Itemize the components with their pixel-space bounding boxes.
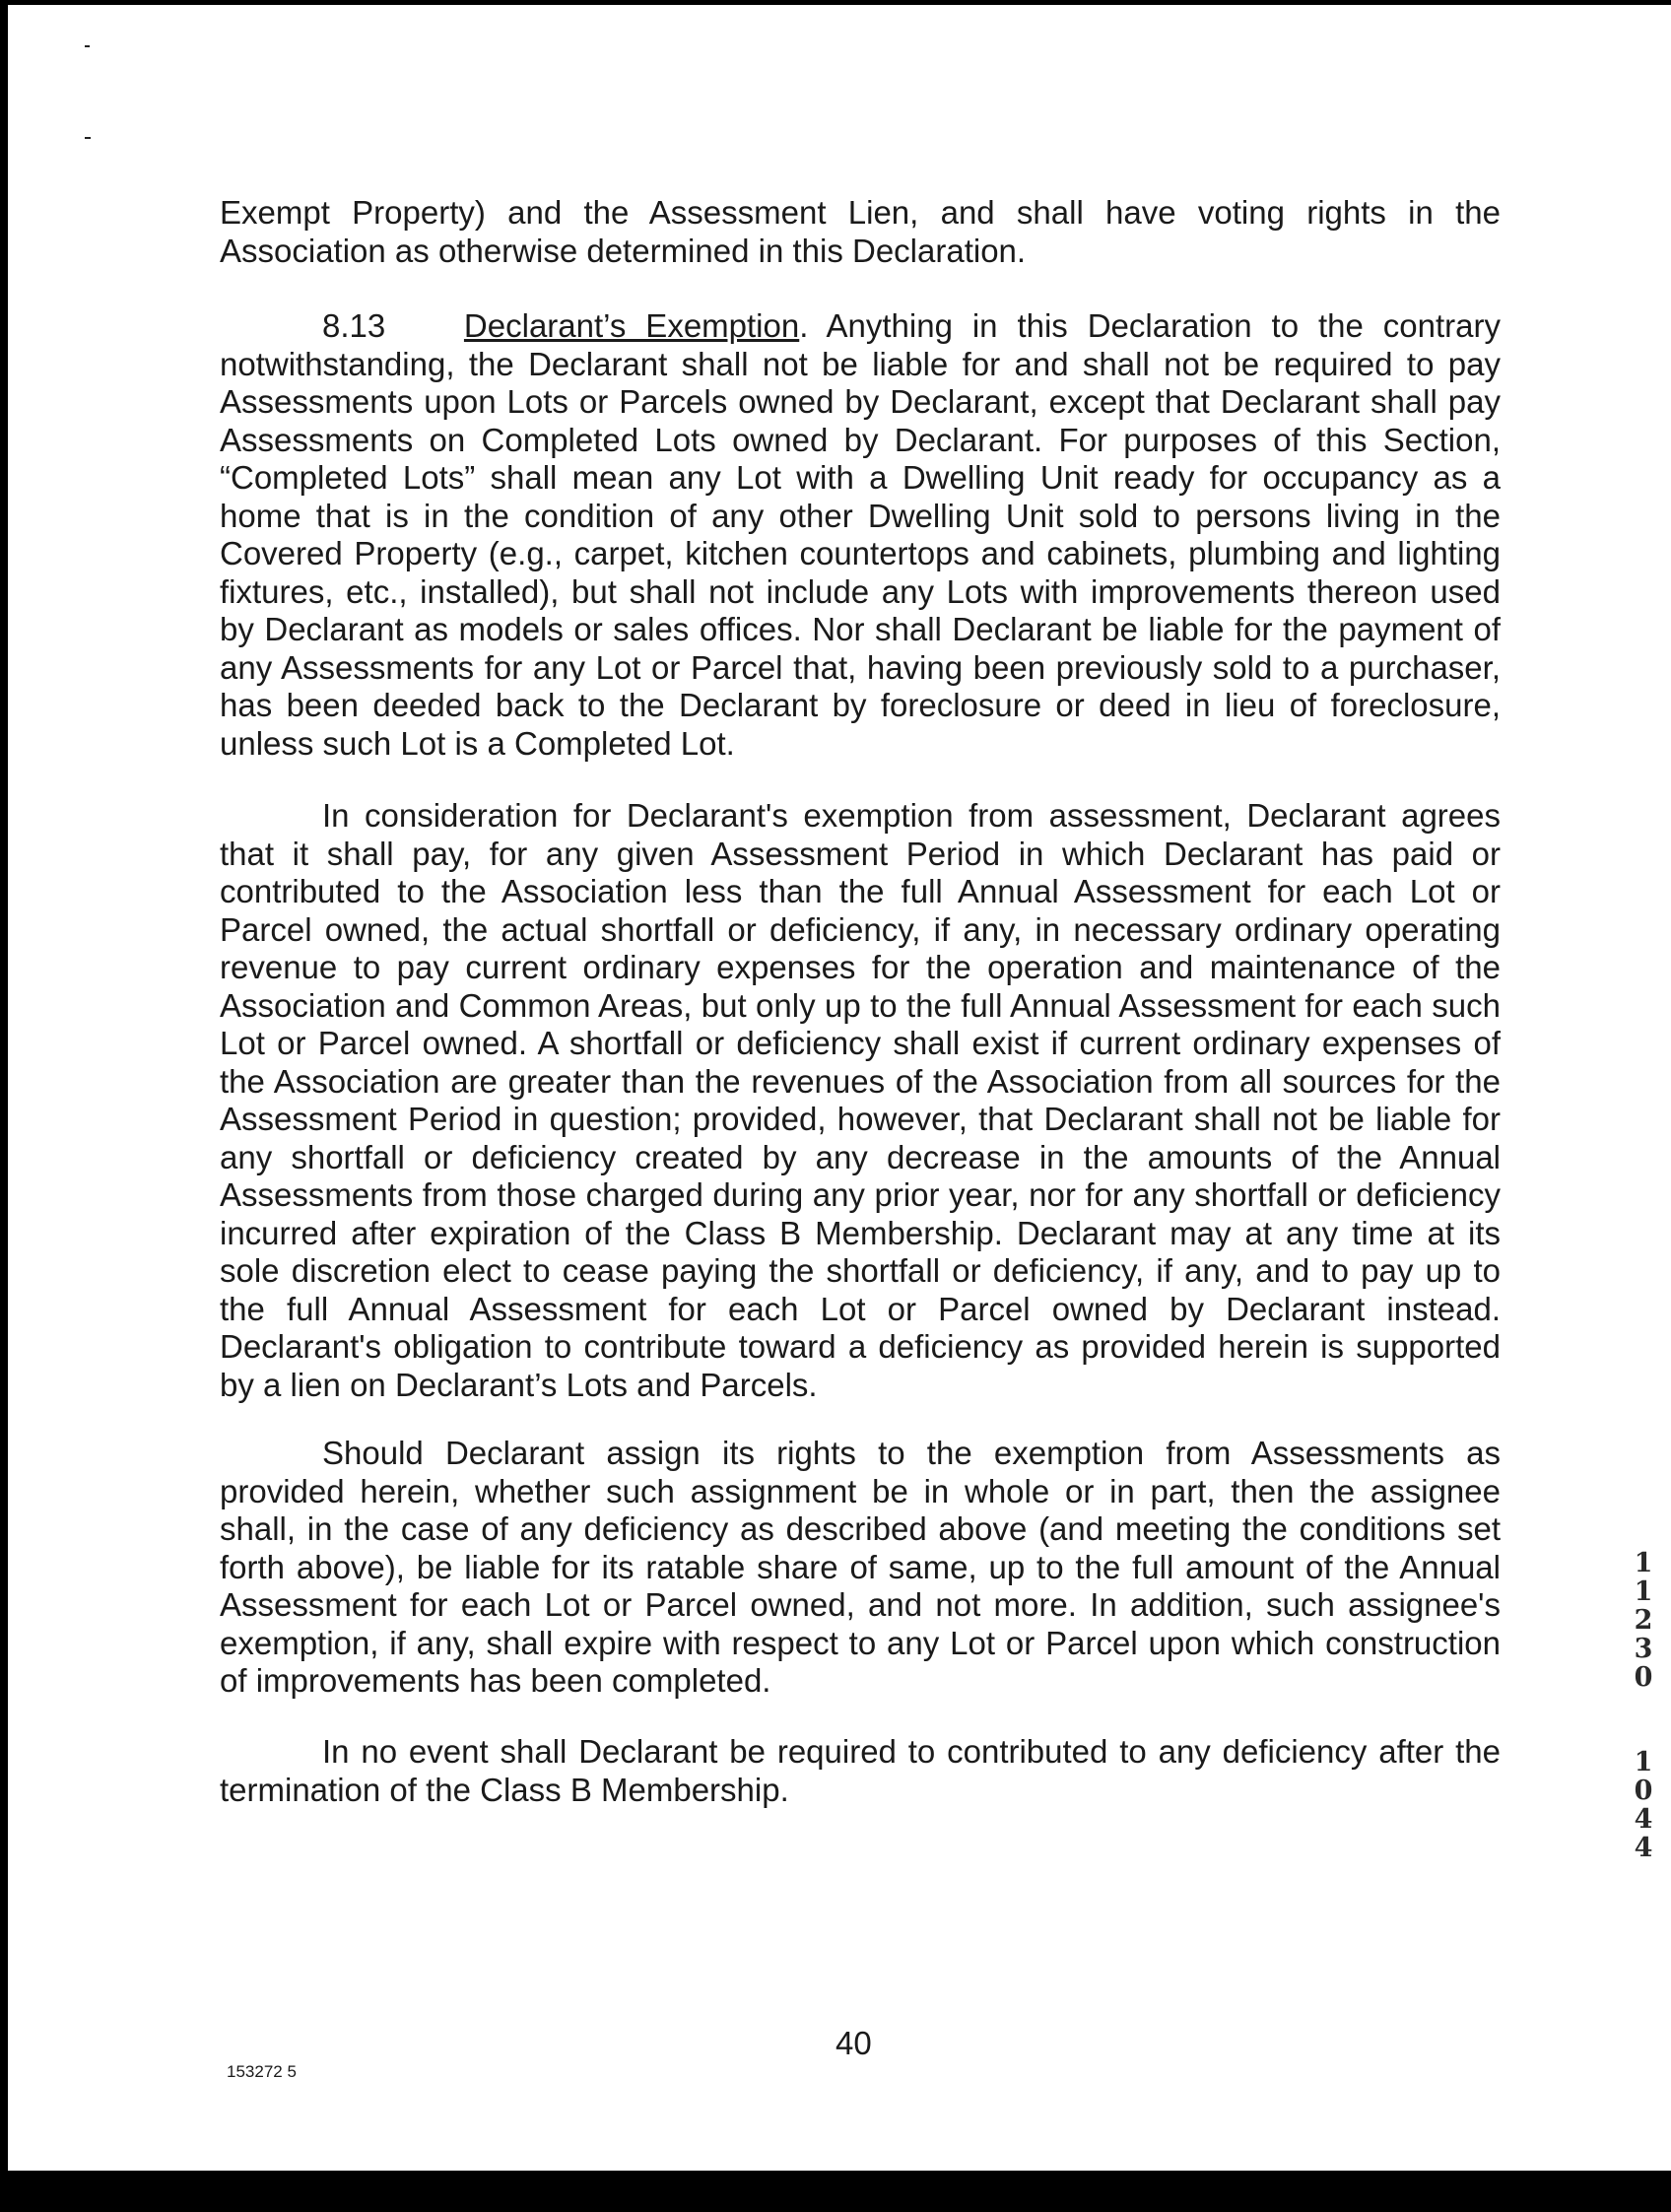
stamp-digit: 2 — [1634, 1605, 1653, 1636]
paragraph-0-text: Exempt Property) and the Assessment Lien, and shall have voting rights in the Association as otherwise determined in this Declaration. — [220, 194, 1501, 269]
paragraph-3-text: Should Declarant assign its rights to the exemption from Assessments as provided herein, whether such assignment be in whole or in part, then the assignee shall, in the case of any deficiency as described above (and meeting the conditions set forth above), be liable for its ratable share of same, up to the full amount of the Annual Assessment for each Lot or Parcel owned, and not more. In addition, such assignee's exemption, if any, shall expire with respect to any Lot or Parcel upon which construction of improvements has been completed. — [220, 1435, 1501, 1699]
paragraph-0 — [220, 194, 1501, 270]
scan-mark — [85, 137, 91, 139]
section-8-13-text — [220, 307, 1501, 763]
section-title: Declarant’s Exemption — [463, 307, 800, 344]
section-body: . Anything in this Declaration to the contrary notwithstanding, the Declarant shall not be liable for and shall not be required to pay Assessments upon Lots or Parcels owned by Declarant, except that Declarant shall pay Assessments on Completed Lots owned by Declarant. For purposes of this Section, “Completed Lots” shall mean any Lot with a Dwelling Unit ready for occupancy as a home that is in the condition of any other Dwelling Unit sold to persons living in the Covered Property (e.g., carpet, kitchen countertops and cabinets, plumbing and lighting fixtures, etc., installed), but shall not include any Lots with improvements thereon used by Declarant as models or sales offices. Nor shall Declarant be liable for the payment of any Assessments for any Lot or Parcel that, having been previously sold to a purchaser, has been deeded back to the Declarant by foreclosure or deed in lieu of foreclosure, unless such Lot is a Completed Lot. — [220, 307, 1501, 762]
paragraph-2-text: In consideration for Declarant's exemption from assessment, Declarant agrees that it shall pay, for any given Assessment Period in which Declarant has paid or contributed to the Association less than the full Annual Assessment for each Lot or Parcel owned, the actual shortfall or deficiency, if any, in necessary ordinary operating revenue to pay current ordinary expenses for the operation and maintenance of the Association and Common Areas, but only up to the full Annual Assessment for each such Lot or Parcel owned. A shortfall or deficiency shall exist if current ordinary expenses of the Association are greater than the revenues of the Association from all sources for the Assessment Period in question; provided, however, that Declarant shall not be liable for any shortfall or deficiency created by any decrease in the amounts of the Annual Assessments from those charged during any prior year, nor for any shortfall or deficiency incurred after expiration of the Class B Membership. Declarant may at any time at its sole discretion elect to cease paying the shortfall or deficiency, if any, and to pay up to the full Annual Assessment for each Lot or Parcel owned by Declarant instead. Declarant's obligation to contribute toward a deficiency as provided herein is supported by a lien on Declarant’s Lots and Parcels. — [220, 797, 1501, 1403]
document-page — [8, 5, 1671, 2171]
stamp-digit: 1 — [1634, 1747, 1653, 1777]
paragraph-2 — [220, 797, 1501, 1404]
recording-stamp-lower — [1624, 1749, 1663, 1863]
paragraph-3 — [220, 1435, 1501, 1701]
stamp-digit: 0 — [1634, 1776, 1653, 1806]
section-number: 8.13 — [322, 307, 386, 344]
paragraph-4 — [220, 1733, 1501, 1809]
document-id: 153272 5 — [227, 2062, 297, 2081]
stamp-digit: 4 — [1634, 1804, 1653, 1835]
recording-stamp-upper — [1624, 1550, 1663, 1693]
stamp-digit: 1 — [1634, 1548, 1653, 1578]
paragraph-section-8-13 — [220, 307, 1501, 763]
stamp-digit: 0 — [1634, 1662, 1653, 1693]
scan-mark — [85, 45, 90, 47]
paragraph-4-text: In no event shall Declarant be required to contributed to any deficiency after the termination of the Class B Membership. — [220, 1733, 1501, 1808]
stamp-digit: 1 — [1634, 1576, 1653, 1607]
stamp-digit: 4 — [1634, 1833, 1653, 1863]
page-number: 40 — [836, 2025, 872, 2061]
stamp-digit: 3 — [1634, 1634, 1653, 1664]
